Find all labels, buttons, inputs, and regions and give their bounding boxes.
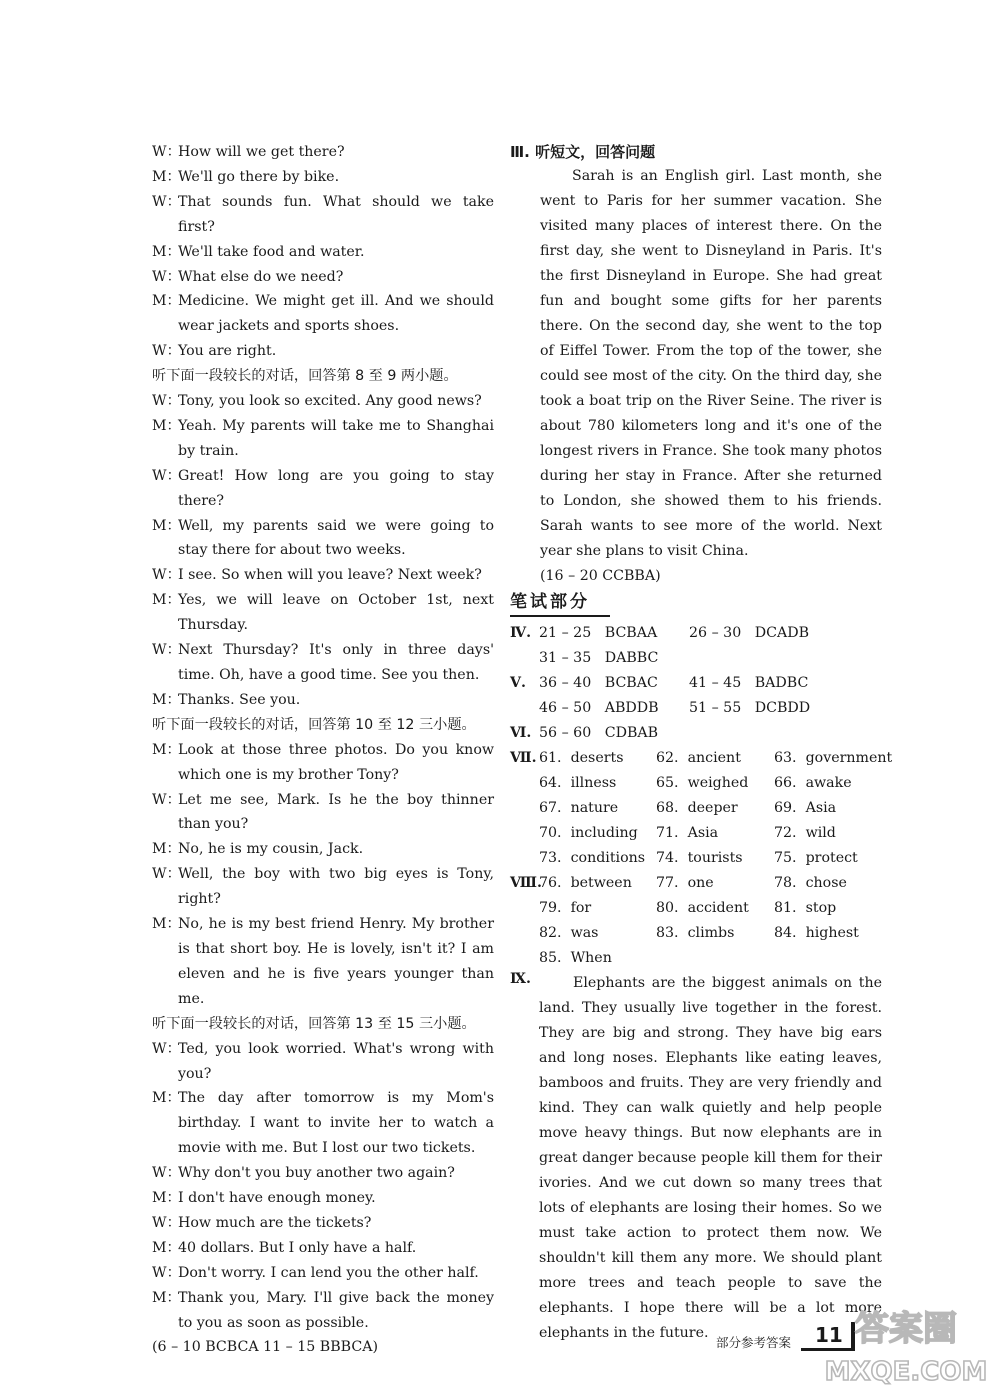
section-number: Ⅵ. — [510, 724, 532, 741]
dialogue-line — [152, 912, 494, 1012]
answer-row — [510, 696, 882, 721]
answer-item: 56 – 60 CDBAB — [539, 724, 659, 741]
speaker-label: M： — [152, 417, 181, 434]
page-number: 11 — [801, 1322, 855, 1351]
dialogue-text: Ted, you look worried. What's wrong with you? — [178, 1040, 494, 1082]
dialogue-text: Don't worry. I can lend you the other half. — [178, 1264, 479, 1281]
speaker-label: M： — [152, 592, 181, 609]
answers-6-15: (6 – 10 BCBCA 11 – 15 BBBCA) — [152, 1339, 378, 1356]
section-number: Ⅳ. — [510, 624, 532, 641]
dialogue-text: Let me see, Mark. Is he the boy thinner than you? — [178, 791, 494, 833]
dialogue-text: Great! How long are you going to stay there? — [178, 467, 494, 509]
dialogue-text: 40 dollars. But I only have a half. — [178, 1239, 417, 1256]
intro-13-15: 听下面一段较长的对话，回答第 13 至 15 三小题。 — [152, 1015, 476, 1032]
answer-item: 51 – 55 DCBDD — [689, 699, 811, 716]
right-column — [510, 140, 893, 1346]
answer-item: 65. weighed — [656, 774, 749, 791]
answer-item: 41 – 45 BADBC — [689, 674, 809, 691]
dialogue-text: Why don't you buy another two again? — [178, 1165, 455, 1182]
answer-item: 21 – 25 BCBAA — [539, 624, 658, 641]
section-number — [510, 771, 539, 796]
section-number: Ⅴ. — [510, 674, 526, 691]
dialogue-text: I don't have enough money. — [178, 1190, 376, 1207]
answer-item: 79. for — [539, 899, 592, 916]
section-9-number: Ⅸ. — [510, 970, 531, 987]
speaker-label: W： — [152, 144, 181, 160]
dialogue-text: How will we get there? — [178, 144, 345, 160]
footer-label: 部分参考答案 — [716, 1335, 792, 1350]
speaker-label: M： — [152, 517, 181, 534]
dialogue-line — [152, 1037, 494, 1087]
speaker-label: W： — [152, 268, 181, 285]
dialogue-text: That sounds fun. What should we take first? — [178, 193, 494, 235]
dialogue-text: Look at those three photos. Do you know which one is my brother Tony? — [178, 741, 494, 783]
answer-item: 76. between — [539, 874, 632, 891]
answer-row — [510, 721, 882, 746]
dialogue-b — [152, 389, 494, 713]
dialogue-text: Thanks. See you. — [178, 691, 301, 708]
answer-item: 64. illness — [539, 774, 617, 791]
section-number: Ⅶ. — [510, 749, 537, 766]
speaker-label: M： — [152, 1190, 181, 1207]
dialogue-line — [152, 1186, 494, 1211]
dialogue-text: The day after tomorrow is my Mom's birthday. I want to invite her to watch a movie with me. But I lost our two tickets. — [178, 1090, 494, 1157]
answer-item: 71. Asia — [656, 824, 719, 841]
dialogue-line — [152, 339, 494, 364]
answer-item: 81. stop — [774, 899, 837, 916]
answer-item: 26 – 30 DCADB — [689, 624, 810, 641]
dialogue-line — [152, 1261, 494, 1286]
dialogue-line — [152, 240, 494, 265]
speaker-label: M： — [152, 293, 181, 310]
speaker-label: W： — [152, 1165, 181, 1182]
answer-item: 85. When — [539, 949, 612, 966]
speaker-label: W： — [152, 343, 181, 360]
dialogue-text: Yeah. My parents will take me to Shanghai by train. — [178, 417, 494, 459]
speaker-label: M： — [152, 741, 181, 758]
dialogue-line — [152, 165, 494, 190]
section-number — [510, 946, 539, 971]
dialogue-line — [152, 1236, 494, 1261]
dialogue-text: Yes, we will leave on October 1st, next Thursday. — [178, 592, 494, 634]
dialogue-text: Well, my parents said we were going to stay there for about two weeks. — [178, 517, 494, 559]
answer-row — [510, 896, 882, 921]
speaker-label: W： — [152, 567, 181, 584]
answer-item: 67. nature — [539, 799, 619, 816]
answer-item: 75. protect — [774, 849, 858, 866]
speaker-label: W： — [152, 642, 181, 659]
watermark-top-text: 答案圈 — [855, 1309, 957, 1349]
answer-item: 63. government — [774, 749, 893, 766]
section-number — [510, 796, 539, 821]
dialogue-line — [152, 514, 494, 564]
answer-row — [510, 821, 882, 846]
section-3-heading: Ⅲ. 听短文，回答问题 — [510, 143, 656, 161]
intro-10-12: 听下面一段较长的对话，回答第 10 至 12 三小题。 — [152, 716, 476, 733]
answer-item: 46 – 50 ABDDB — [539, 699, 659, 716]
dialogue-line — [152, 837, 494, 862]
speaker-label: M： — [152, 168, 181, 185]
answer-item: 72. wild — [774, 824, 836, 841]
speaker-label: M： — [152, 841, 181, 858]
answer-item: 74. tourists — [656, 849, 743, 866]
dialogue-text: What else do we need? — [178, 268, 344, 285]
dialogue-line — [152, 638, 494, 688]
answer-item: 82. was — [539, 924, 599, 941]
speaker-label: W： — [152, 393, 181, 410]
speaker-label: W： — [152, 866, 181, 883]
speaker-label: W： — [152, 193, 181, 210]
answer-row — [510, 671, 882, 696]
dialogue-text: You are right. — [178, 343, 277, 360]
dialogue-line — [152, 1286, 494, 1336]
answer-row — [510, 621, 882, 646]
section-number — [510, 846, 539, 871]
dialogue-text: Thank you, Mary. I'll give back the money to you as soon as possible. — [178, 1289, 494, 1331]
written-section-heading: 笔试部分 — [510, 589, 610, 617]
answer-row — [510, 796, 882, 821]
dialogue-line — [152, 464, 494, 514]
dialogue-line — [152, 1161, 494, 1186]
dialogue-text: We'll go there by bike. — [178, 168, 340, 185]
watermark-bottom-text: MXQE.COM — [824, 1357, 988, 1387]
answer-item: 69. Asia — [774, 799, 837, 816]
dialogue-text: No, he is my cousin, Jack. — [178, 841, 364, 858]
speaker-label: W： — [152, 1040, 181, 1057]
dialogue-line — [152, 190, 494, 240]
intro-8-9: 听下面一段较长的对话，回答第 8 至 9 两小题。 — [152, 368, 458, 385]
dialogue-line — [152, 788, 494, 838]
answer-row — [510, 646, 882, 671]
answer-item: 62. ancient — [656, 749, 741, 766]
answer-item: 36 – 40 BCBAC — [539, 674, 658, 691]
section-7-answers — [510, 746, 893, 871]
dialogue-text: I see. So when will you leave? Next week? — [178, 567, 482, 584]
section-5-answers — [510, 671, 882, 721]
dialogue-line — [152, 1211, 494, 1236]
dialogue-c — [152, 738, 494, 1012]
section-number — [510, 821, 539, 846]
section-3-answers: (16 – 20 CCBBA) — [540, 568, 661, 584]
dialogue-text: Next Thursday? It's only in three days' time. Oh, have a good time. See you then. — [178, 642, 494, 684]
dialogue-d — [152, 1037, 494, 1336]
dialogue-line — [152, 289, 494, 339]
answer-row — [510, 771, 882, 796]
dialogue-text: Tony, you look so excited. Any good news? — [178, 393, 482, 410]
answer-item: 66. awake — [774, 774, 852, 791]
speaker-label: M： — [152, 691, 181, 708]
answer-row — [510, 946, 882, 971]
dialogue-line — [152, 688, 494, 713]
dialogue-line — [152, 862, 494, 912]
dialogue-line — [152, 563, 494, 588]
left-column — [152, 140, 494, 1360]
speaker-label: W： — [152, 1214, 181, 1231]
dialogue-text: How much are the tickets? — [178, 1214, 372, 1231]
dialogue-text: Medicine. We might get ill. And we should wear jackets and sports shoes. — [178, 293, 494, 335]
answer-item: 84. highest — [774, 924, 859, 941]
speaker-label: M： — [152, 243, 181, 260]
answer-item: 83. climbs — [656, 924, 735, 941]
answer-item: 78. chose — [774, 874, 847, 891]
answer-row — [510, 746, 893, 771]
speaker-label: M： — [152, 1239, 181, 1256]
answer-row — [510, 871, 882, 896]
speaker-label: M： — [152, 916, 181, 933]
watermark-logo — [820, 1300, 992, 1388]
dialogue-text: Well, the boy with two big eyes is Tony, right? — [178, 866, 494, 908]
dialogue-line — [152, 389, 494, 414]
answer-item: 70. including — [539, 824, 638, 841]
dialogue-line — [152, 265, 494, 290]
speaker-label: W： — [152, 467, 181, 484]
dialogue-text: No, he is my best friend Henry. My brother is that short boy. He is lovely, isn't it? I am eleven and he is five years younger than me. — [178, 916, 494, 1007]
answer-item: 80. accident — [656, 899, 749, 916]
dialogue-a — [152, 140, 494, 364]
answer-item: 77. one — [656, 874, 714, 891]
answer-item — [656, 946, 774, 971]
answer-row — [510, 846, 882, 871]
section-8-answers — [510, 871, 882, 971]
section-9-essay: Elephants are the biggest animals on the land. They usually live together in the forest. They are big and strong. They have big ears and long noses. Elephants like eating leaves, bamboos and fruits. They are very friendly and kind. They can walk quietly and help people move heavy things. But now elephants are in great danger because people kill them for their ivories. And we cut down so many trees that lots of elephants are losing their homes. So we must take action to protect them now. We shouldn't kill them any more. We should plant more trees and teach people to save the elephants. I hope there will be a lot more elephants in the future. — [539, 974, 882, 1341]
section-number — [510, 921, 539, 946]
section-9 — [510, 971, 882, 1346]
dialogue-line — [152, 738, 494, 788]
answer-item: 61. deserts — [539, 749, 624, 766]
answer-item: 73. conditions — [539, 849, 646, 866]
dialogue-line — [152, 140, 494, 165]
answer-row — [510, 921, 882, 946]
section-number — [510, 646, 539, 671]
section-6-answers — [510, 721, 882, 746]
section-3-passage: Sarah is an English girl. Last month, she went to Paris for her summer vacation. She visited many places of interest there. On the first day, she went to Disneyland in Paris. It's the first Disneyland in Europe. She had great fun and bought some gifts for her parents there. On the second day, she went to the top of Eiffel Tower. From the top of the tower, she could see most of the city. On the third day, she took a boat trip on the River Seine. The river is about 780 kilometers long and it's one of the longest rivers in France. She took many photos during her stay in France. After she returned to London, she showed them to his friends. Sarah wants to see more of the world. Next year she plans to visit China. — [540, 168, 882, 559]
speaker-label: W： — [152, 1264, 181, 1281]
speaker-label: M： — [152, 1090, 181, 1107]
dialogue-line — [152, 414, 494, 464]
answer-item: 31 – 35 DABBC — [539, 649, 659, 666]
section-number: Ⅷ. — [510, 874, 542, 891]
section-number — [510, 696, 539, 721]
speaker-label: W： — [152, 791, 181, 808]
dialogue-line — [152, 588, 494, 638]
dialogue-line — [152, 1086, 494, 1161]
dialogue-text: We'll take food and water. — [178, 243, 365, 260]
speaker-label: M： — [152, 1289, 181, 1306]
section-4-answers — [510, 621, 882, 671]
answer-item: 68. deeper — [656, 799, 738, 816]
section-number — [510, 896, 539, 921]
